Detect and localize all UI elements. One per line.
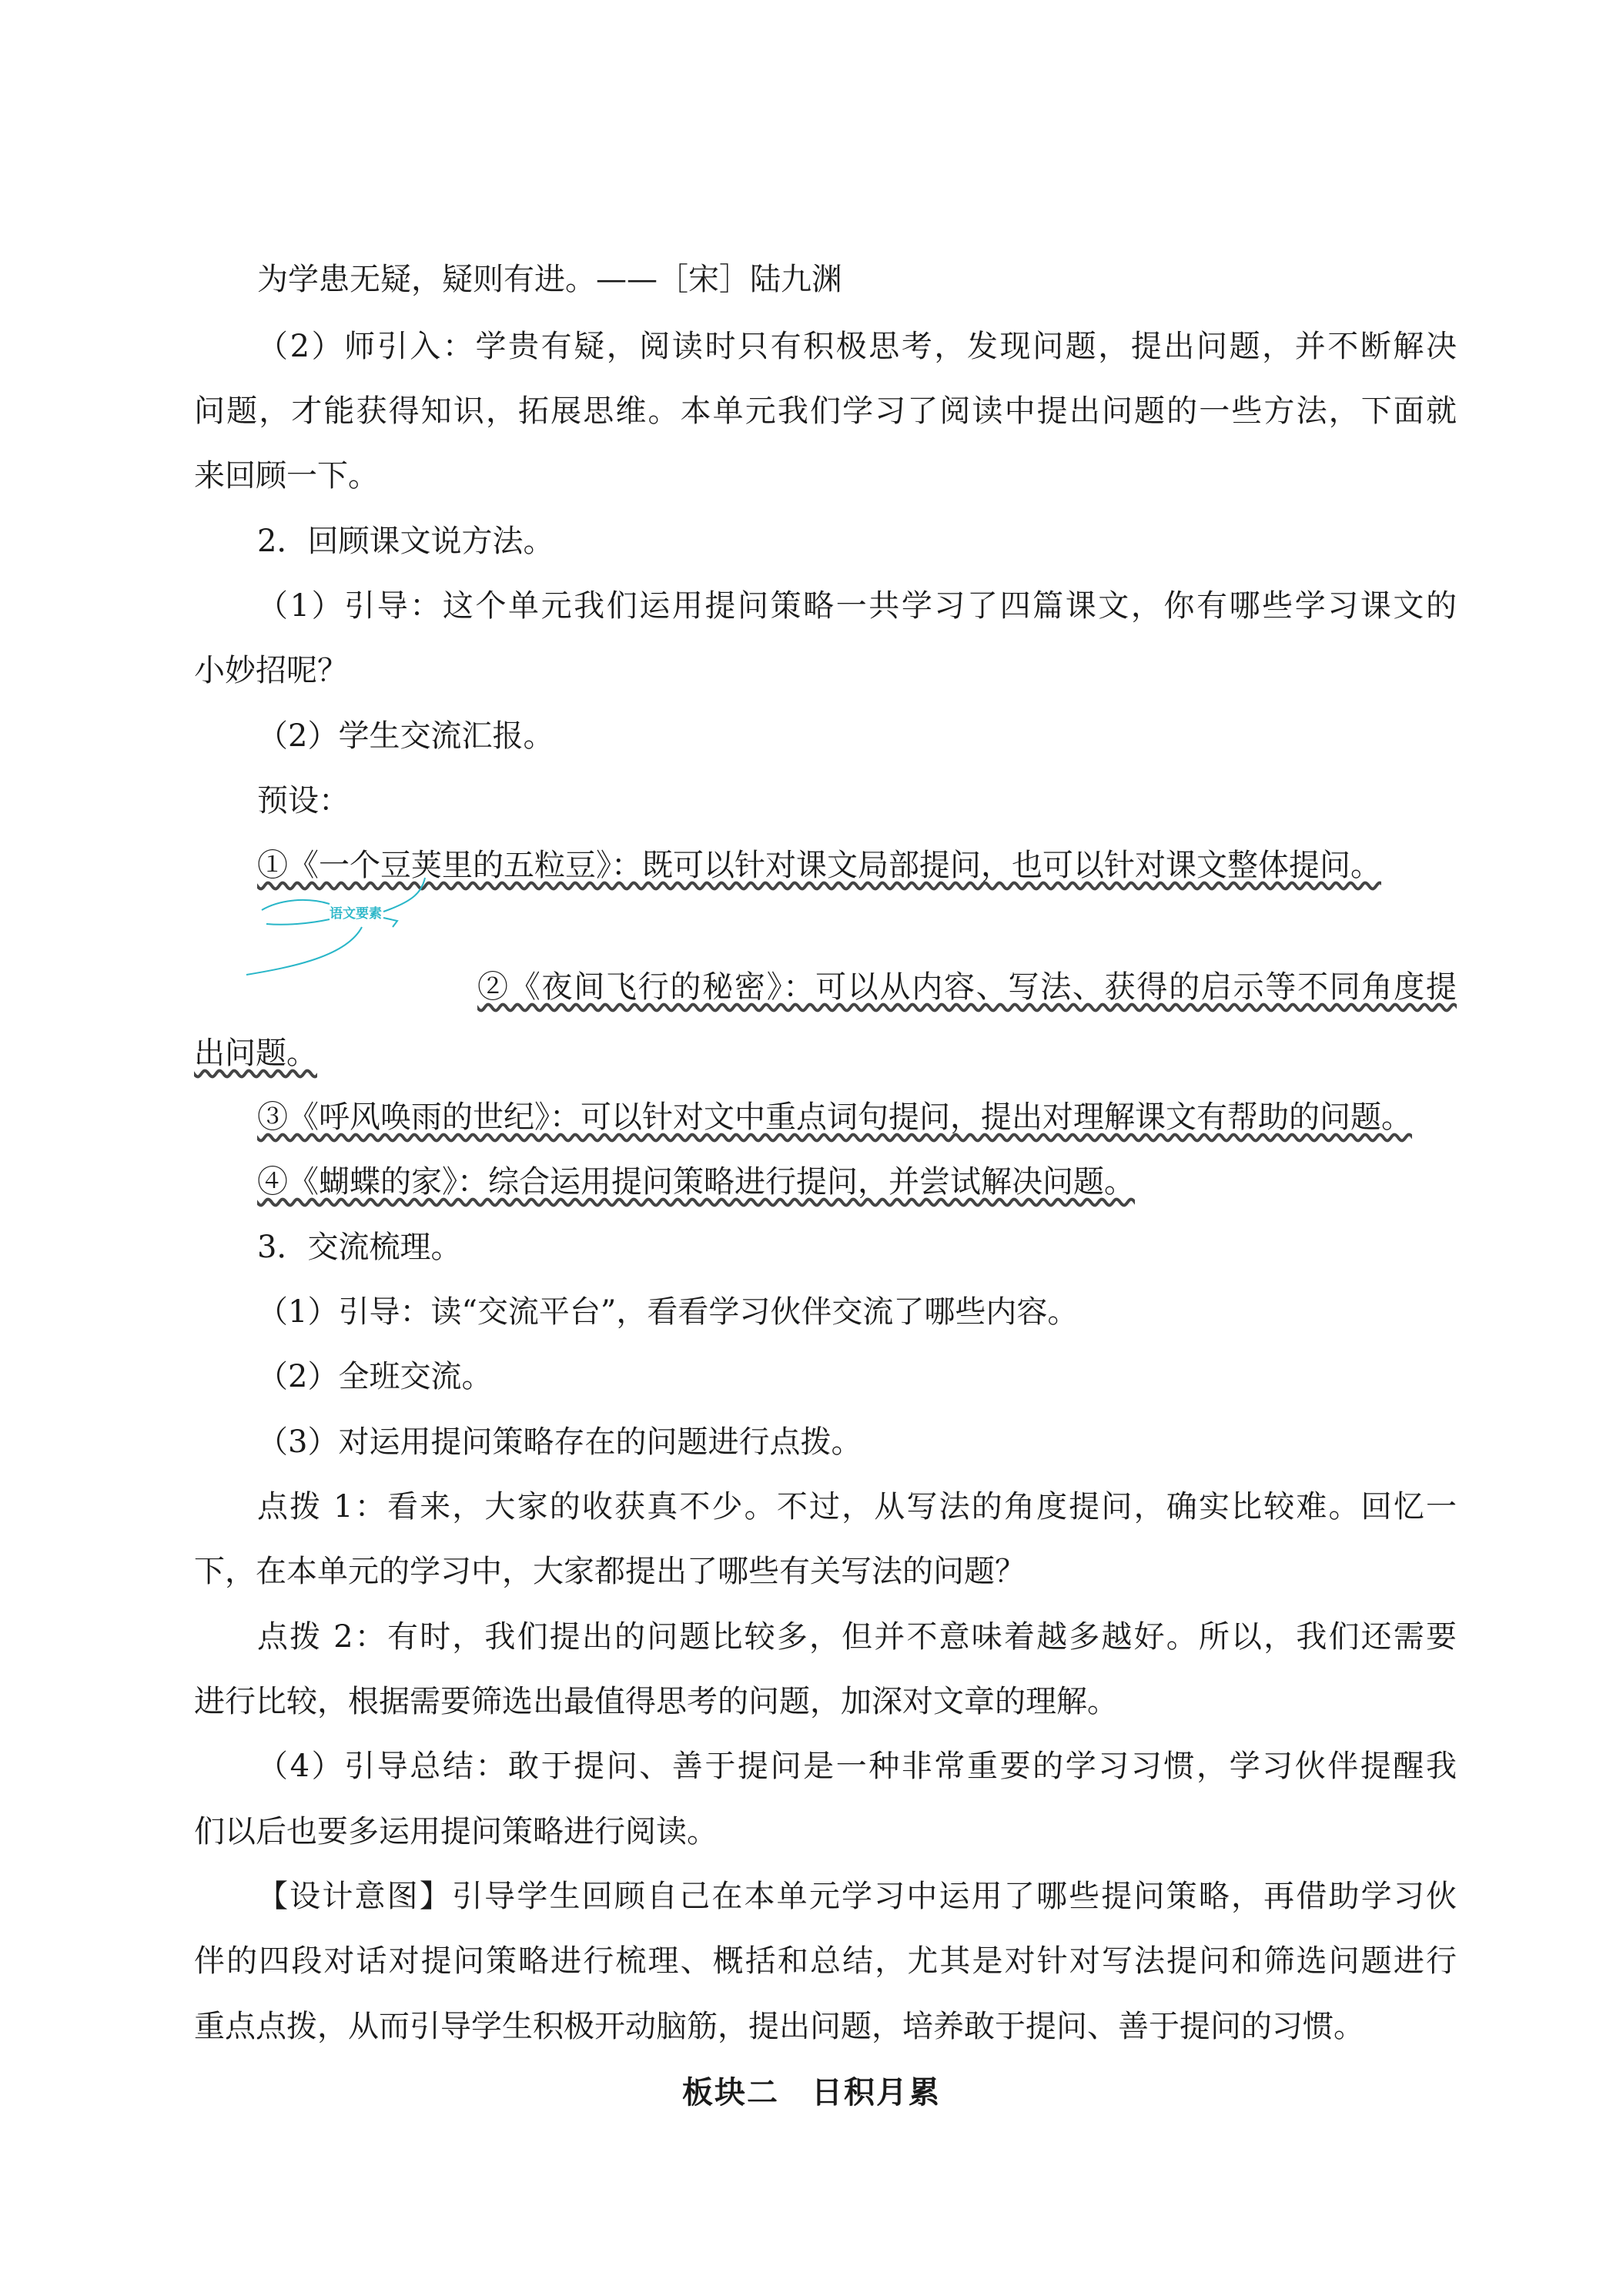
list-item-text: ③《呼风唤雨的世纪》：可以针对文中重点词句提问，提出对理解课文有帮助的问题。: [257, 1099, 1412, 1135]
paragraph-line: （2）师引入：学贵有疑，阅读时只有积极思考，发现问题，提出问题，并不断解决: [257, 329, 1457, 364]
step-heading: 2．回顾课文说方法。: [257, 524, 554, 559]
design-intent-line: 伴的四段对话对提问策略进行梳理、概括和总结，尤其是对针对写法提问和筛选问题进行: [194, 1943, 1457, 1979]
design-intent-line: 【设计意图】引导学生回顾自己在本单元学习中运用了哪些提问策略，再借助学习伙: [257, 1879, 1457, 1914]
list-item-text: ②《夜间飞行的秘密》：可以从内容、写法、获得的启示等不同角度提: [477, 969, 1457, 1005]
paragraph-line: 点拨 1：看来，大家的收获真不少。不过，从写法的角度提问，确实比较难。回忆一: [257, 1489, 1457, 1525]
list-item: [257, 1094, 1457, 1140]
quote-line: 为学患无疑，疑则有进。——［宋］陆九渊: [257, 262, 842, 297]
section-heading: 板块二 日积月累: [682, 2074, 941, 2110]
step-heading: 3．交流梳理。: [257, 1230, 462, 1265]
list-item-text: 出问题。: [194, 1036, 317, 1071]
paragraph-line: （1）引导：读“交流平台”，看看学习伙伴交流了哪些内容。: [257, 1294, 1079, 1330]
paragraph-line: （3）对运用提问策略存在的问题进行点拨。: [257, 1424, 862, 1460]
paragraph-line: （2）全班交流。: [257, 1359, 493, 1394]
list-item-continuation: [194, 1030, 1457, 1076]
list-item-text: ①《一个豆荚里的五粒豆》：既可以针对课文局部提问，也可以针对课文整体提问。: [257, 848, 1381, 883]
list-item: [477, 964, 1457, 1010]
key-element-tag: [231, 867, 493, 998]
paragraph-line: 小妙招呢？: [194, 653, 348, 688]
paragraph-line: （4）引导总结：敢于提问、善于提问是一种非常重要的学习习惯，学习伙伴提醒我: [257, 1749, 1457, 1784]
paragraph-line: 点拨 2：有时，我们提出的问题比较多，但并不意味着越多越好。所以，我们还需要: [257, 1619, 1457, 1655]
design-intent-line: 重点点拨，从而引导学生积极开动脑筋，提出问题，培养敢于提问、善于提问的习惯。: [194, 2009, 1364, 2044]
paragraph-line: 们以后也要多运用提问策略进行阅读。: [194, 1814, 718, 1849]
paragraph-line: 来回顾一下。: [194, 458, 379, 494]
list-item: [257, 1159, 1457, 1205]
list-item-text: ④《蝴蝶的家》：综合运用提问策略进行提问，并尝试解决问题。: [257, 1164, 1135, 1200]
key-element-label: 语文要素: [330, 906, 382, 922]
paragraph-line: 问题，才能获得知识，拓展思维。本单元我们学习了阅读中提出问题的一些方法，下面就: [194, 393, 1457, 429]
paragraph-line: 进行比较，根据需要筛选出最值得思考的问题，加深对文章的理解。: [194, 1684, 1118, 1719]
paragraph-line: （1）引导：这个单元我们运用提问策略一共学习了四篇课文，你有哪些学习课文的: [257, 588, 1457, 624]
paragraph-line: （2）学生交流汇报。: [257, 718, 554, 754]
paragraph-line: 下，在本单元的学习中，大家都提出了哪些有关写法的问题？: [194, 1554, 1026, 1589]
paragraph-line: 预设：: [257, 783, 350, 818]
